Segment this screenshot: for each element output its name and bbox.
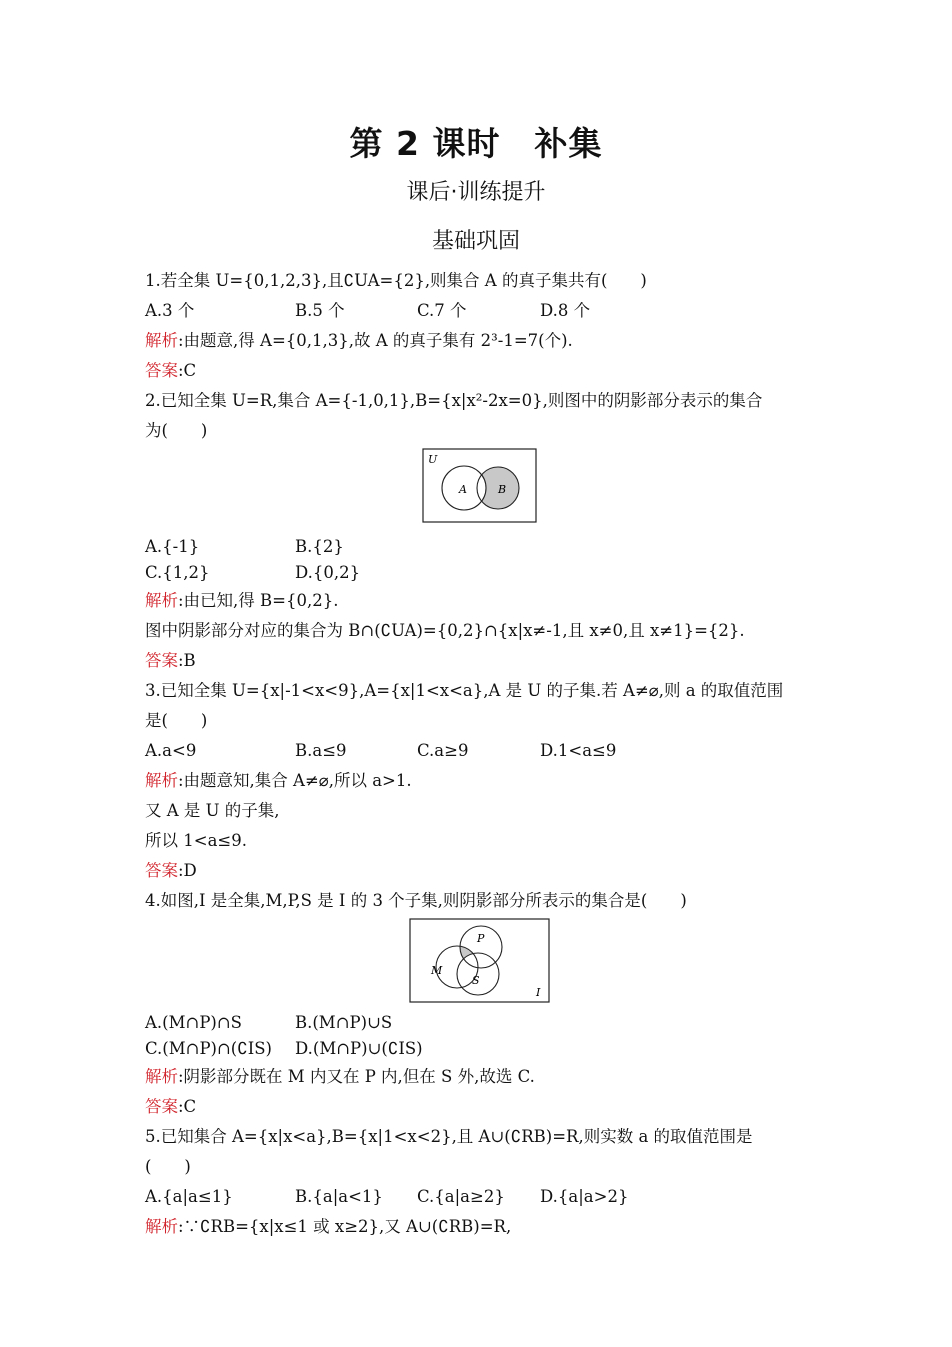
page-title: 第 2 课时 补集 (349, 124, 603, 163)
analysis-label: 解析 (145, 1067, 178, 1086)
q3-analysis-text-3: 所以 1<a≤9. (145, 831, 247, 850)
q1-analysis-text: :由题意,得 A={0,1,3},故 A 的真子集有 2³-1=7(个). (178, 331, 573, 350)
q3-stem-line2: 是( ) (145, 711, 208, 730)
q3-analysis-text-1: :由题意知,集合 A≠⌀,所以 a>1. (178, 771, 412, 790)
q2-option-b: B.{2} (295, 537, 344, 556)
answer-label: 答案 (145, 361, 178, 380)
page-subtitle: 课后·训练提升 (406, 180, 546, 205)
q3-option-a: A.a<9 (145, 741, 197, 760)
q1-answer-text: :C (178, 361, 197, 380)
q1-answer (145, 356, 815, 386)
q2-answer (145, 646, 815, 676)
q4-answer (145, 1092, 815, 1122)
q2-options-row2 (145, 560, 815, 586)
q2-stem-line2: 为( ) (145, 421, 208, 440)
q3-answer-text: :D (178, 861, 197, 880)
q1-options (145, 296, 815, 326)
section-heading: 基础巩固 (431, 229, 520, 254)
venn-label-u: U (428, 453, 438, 466)
q3-options (145, 736, 815, 766)
venn-label-i: I (536, 986, 541, 999)
q1-option-a: A.3 个 (145, 301, 195, 320)
q5-analysis-text: :∵∁RB={x|x≤1 或 x≥2},又 A∪(∁RB)=R, (178, 1217, 512, 1236)
q4-options-row1 (145, 1010, 815, 1036)
q2-venn-figure (145, 446, 815, 534)
question-list (145, 266, 815, 1242)
answer-label: 答案 (145, 861, 178, 880)
q2-venn-diagram (422, 448, 538, 524)
q3-stem-line1: 3.已知全集 U={x|-1<x<9},A={x|1<x<a},A 是 U 的子集.若 A≠⌀,则 a 的取值范围 (145, 681, 784, 700)
q1-analysis (145, 326, 815, 356)
q3-answer (145, 856, 815, 886)
q4-options-row2 (145, 1036, 815, 1062)
q2-option-a: A.{-1} (145, 537, 200, 556)
q4-stem: 4.如图,I 是全集,M,P,S 是 I 的 3 个子集,则阴影部分所表示的集合是( ) (145, 891, 687, 910)
venn-label-a: A (459, 483, 467, 496)
venn-label-p: P (477, 932, 485, 945)
q3-analysis (145, 766, 815, 796)
q5-analysis (145, 1212, 815, 1242)
q5-stem-line1: 5.已知集合 A={x|x<a},B={x|1<x<2},且 A∪(∁RB)=R,则实数 a 的取值范围是 (145, 1127, 753, 1146)
answer-label: 答案 (145, 1097, 178, 1116)
q2-answer-text: :B (178, 651, 196, 670)
q1-option-d: D.8 个 (540, 301, 591, 320)
q3-analysis-text-2: 又 A 是 U 的子集, (145, 801, 280, 820)
q4-option-d: D.(M∩P)∪(∁IS) (295, 1039, 423, 1058)
q2-analysis-text-2: 图中阴影部分对应的集合为 B∩(∁UA)={0,2}∩{x|x≠-1,且 x≠0,且 x≠1}={2}. (145, 621, 745, 640)
q4-answer-text: :C (178, 1097, 197, 1116)
q4-analysis (145, 1062, 815, 1092)
answer-label: 答案 (145, 651, 178, 670)
q1-option-b: B.5 个 (295, 301, 345, 320)
q4-venn-diagram (409, 918, 551, 1004)
venn-label-b: B (498, 483, 507, 496)
q3-option-c: C.a≥9 (417, 741, 469, 760)
q1-option-c: C.7 个 (417, 301, 467, 320)
q5-options (145, 1182, 815, 1212)
analysis-label: 解析 (145, 591, 178, 610)
q4-option-a: A.(M∩P)∩S (145, 1013, 242, 1032)
analysis-label: 解析 (145, 331, 178, 350)
q2-analysis (145, 586, 815, 616)
venn-label-s: S (472, 974, 480, 987)
q5-stem-line2: ( ) (145, 1157, 191, 1176)
analysis-label: 解析 (145, 1217, 178, 1236)
q2-option-c: C.{1,2} (145, 563, 210, 582)
venn-label-m: M (431, 964, 443, 977)
q5-option-c: C.{a|a≥2} (417, 1187, 505, 1206)
q2-option-d: D.{0,2} (295, 563, 361, 582)
q5-option-d: D.{a|a>2} (540, 1187, 629, 1206)
q3-option-b: B.a≤9 (295, 741, 347, 760)
analysis-label: 解析 (145, 771, 178, 790)
q4-venn-figure (145, 916, 815, 1010)
q1-stem: 1.若全集 U={0,1,2,3},且∁UA={2},则集合 A 的真子集共有( ) (145, 271, 647, 290)
q2-analysis-text-1: :由已知,得 B={0,2}. (178, 591, 339, 610)
q5-option-b: B.{a|a<1} (295, 1187, 383, 1206)
q4-option-b: B.(M∩P)∪S (295, 1013, 393, 1032)
q2-options-row1 (145, 534, 815, 560)
q5-option-a: A.{a|a≤1} (145, 1187, 233, 1206)
q3-option-d: D.1<a≤9 (540, 741, 617, 760)
q4-option-c: C.(M∩P)∩(∁IS) (145, 1039, 272, 1058)
q4-analysis-text: :阴影部分既在 M 内又在 P 内,但在 S 外,故选 C. (178, 1067, 535, 1086)
q2-stem-line1: 2.已知全集 U=R,集合 A={-1,0,1},B={x|x²-2x=0},则图中的阴影部分表示的集合 (145, 391, 763, 410)
